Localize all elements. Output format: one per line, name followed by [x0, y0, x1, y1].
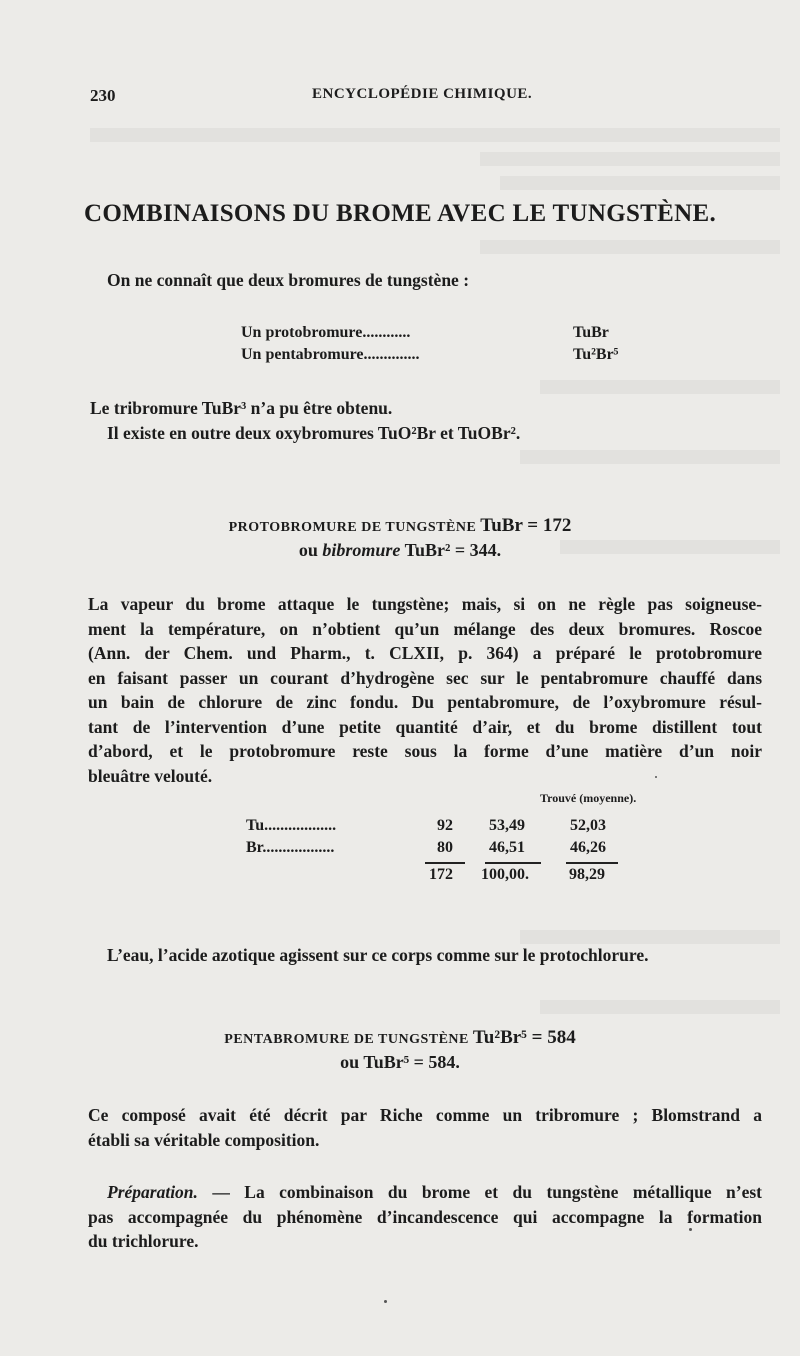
bleed-through: [480, 152, 780, 166]
section-heading-protobromure: [0, 515, 800, 537]
table-row-label: [246, 839, 334, 857]
element-symbol: Br: [246, 839, 263, 856]
bromide-name: Un protobromure: [241, 324, 363, 341]
bromide-formula: Tu²Br⁵: [573, 346, 619, 363]
section-subheading: [0, 540, 800, 561]
calc-value: 53,49: [489, 817, 525, 834]
bleed-through: [480, 240, 780, 254]
intro-sentence: On ne connaît que deux bromures de tungstène :: [107, 270, 470, 290]
paragraph-line: pas accompagnée du phénomène d’incandescence qui accompagne la formation: [88, 1207, 762, 1227]
bromide-formula: TuBr: [573, 324, 609, 341]
bleed-through: [90, 128, 780, 142]
paragraph-lead: Préparation.: [107, 1182, 198, 1202]
paragraph-line: du trichlorure.: [88, 1231, 199, 1251]
leader-dots: ..................: [264, 817, 337, 834]
paragraph-line: Ce composé avait été décrit par Riche comme un tribromure ; Blomstrand a: [88, 1105, 762, 1125]
note-line: Il existe en outre deux oxybromures TuO²Br et TuOBr².: [107, 423, 521, 443]
table-row-label: [246, 817, 336, 835]
scan-speck: [384, 1300, 387, 1303]
paragraph-line: (Ann. der Chem. und Pharm., t. CLXII, p. 364) a préparé le protobromure: [88, 643, 762, 663]
section-label: PENTABROMURE DE TUNGSTÈNE: [224, 1032, 469, 1047]
sub-name: bibromure: [322, 540, 401, 560]
found-total: 98,29: [569, 866, 605, 883]
scan-speck: [689, 1228, 692, 1231]
paragraph-line: d’abord, et le protobromure reste sous la forme d’une matière d’un noir: [88, 741, 762, 761]
leader-dots: ..............: [363, 346, 420, 363]
chapter-title: COMBINAISONS DU BROME AVEC LE TUNGSTÈNE.: [83, 200, 717, 227]
paragraph-line: La vapeur du brome attaque le tungstène; mais, si on ne règle pas soigneuse-: [88, 594, 762, 614]
sum-rule: [425, 862, 465, 864]
leader-dots: ..................: [262, 839, 335, 856]
paragraph-line: bleuâtre velouté.: [88, 766, 213, 786]
paragraph-line: tant de l’intervention d’une petite quantité d’air, et du brome distillent tout: [88, 717, 762, 737]
bleed-through: [540, 1000, 780, 1014]
section-label: PROTOBROMURE DE TUNGSTÈNE: [228, 520, 477, 535]
bleed-through: [520, 450, 780, 464]
sub-formula: TuBr⁵ = 584.: [363, 1052, 460, 1072]
sub-prefix: ou: [340, 1052, 360, 1072]
section-formula: TuBr = 172: [480, 515, 572, 536]
found-value: 46,26: [570, 839, 606, 856]
bromide-name: Un pentabromure: [241, 346, 364, 363]
calc-value: 46,51: [489, 839, 525, 856]
paragraph-line: [88, 1180, 762, 1204]
leader-dots: ............: [362, 324, 411, 341]
page-number: 230: [90, 86, 116, 105]
bromide-row: [241, 324, 410, 342]
found-column-header: Trouvé (moyenne).: [540, 791, 637, 805]
paragraph-text: — La combinaison du brome et du tungstène métallique n’est: [197, 1182, 762, 1202]
bromide-row: [241, 346, 420, 364]
paragraph-line: un bain de chlorure de zinc fondu. Du pentabromure, de l’oxybromure résul-: [88, 692, 762, 712]
paragraph-line: L’eau, l’acide azotique agissent sur ce corps comme sur le protochlorure.: [107, 945, 649, 965]
bleed-through: [520, 930, 780, 944]
sum-rule: [485, 862, 541, 864]
element-symbol: Tu: [246, 817, 265, 834]
paragraph-line: ment la température, on n’obtient qu’un mélange des deux bromures. Roscoe: [88, 619, 762, 639]
paragraph-line: établi sa véritable composition.: [88, 1130, 320, 1150]
section-formula: Tu²Br⁵ = 584: [472, 1027, 576, 1048]
paragraph-line: en faisant passer un courant d’hydrogène sec sur le pentabromure chauffé dans: [88, 668, 762, 688]
theory-total: 172: [429, 866, 453, 883]
bleed-through: [540, 380, 780, 394]
sub-formula: TuBr² = 344.: [404, 540, 502, 560]
note-line: Le tribromure TuBr³ n’a pu être obtenu.: [90, 398, 393, 418]
section-subheading: [0, 1052, 800, 1073]
theory-value: 92: [437, 817, 453, 834]
found-value: 52,03: [570, 817, 606, 834]
section-heading-pentabromure: [0, 1027, 800, 1049]
bleed-through: [500, 176, 780, 190]
sum-rule: [566, 862, 618, 864]
running-title: ENCYCLOPÉDIE CHIMIQUE.: [312, 86, 533, 102]
sub-prefix: ou: [298, 540, 318, 560]
scan-speck: [655, 776, 657, 778]
calc-total: 100,00.: [481, 866, 529, 883]
theory-value: 80: [437, 839, 453, 856]
